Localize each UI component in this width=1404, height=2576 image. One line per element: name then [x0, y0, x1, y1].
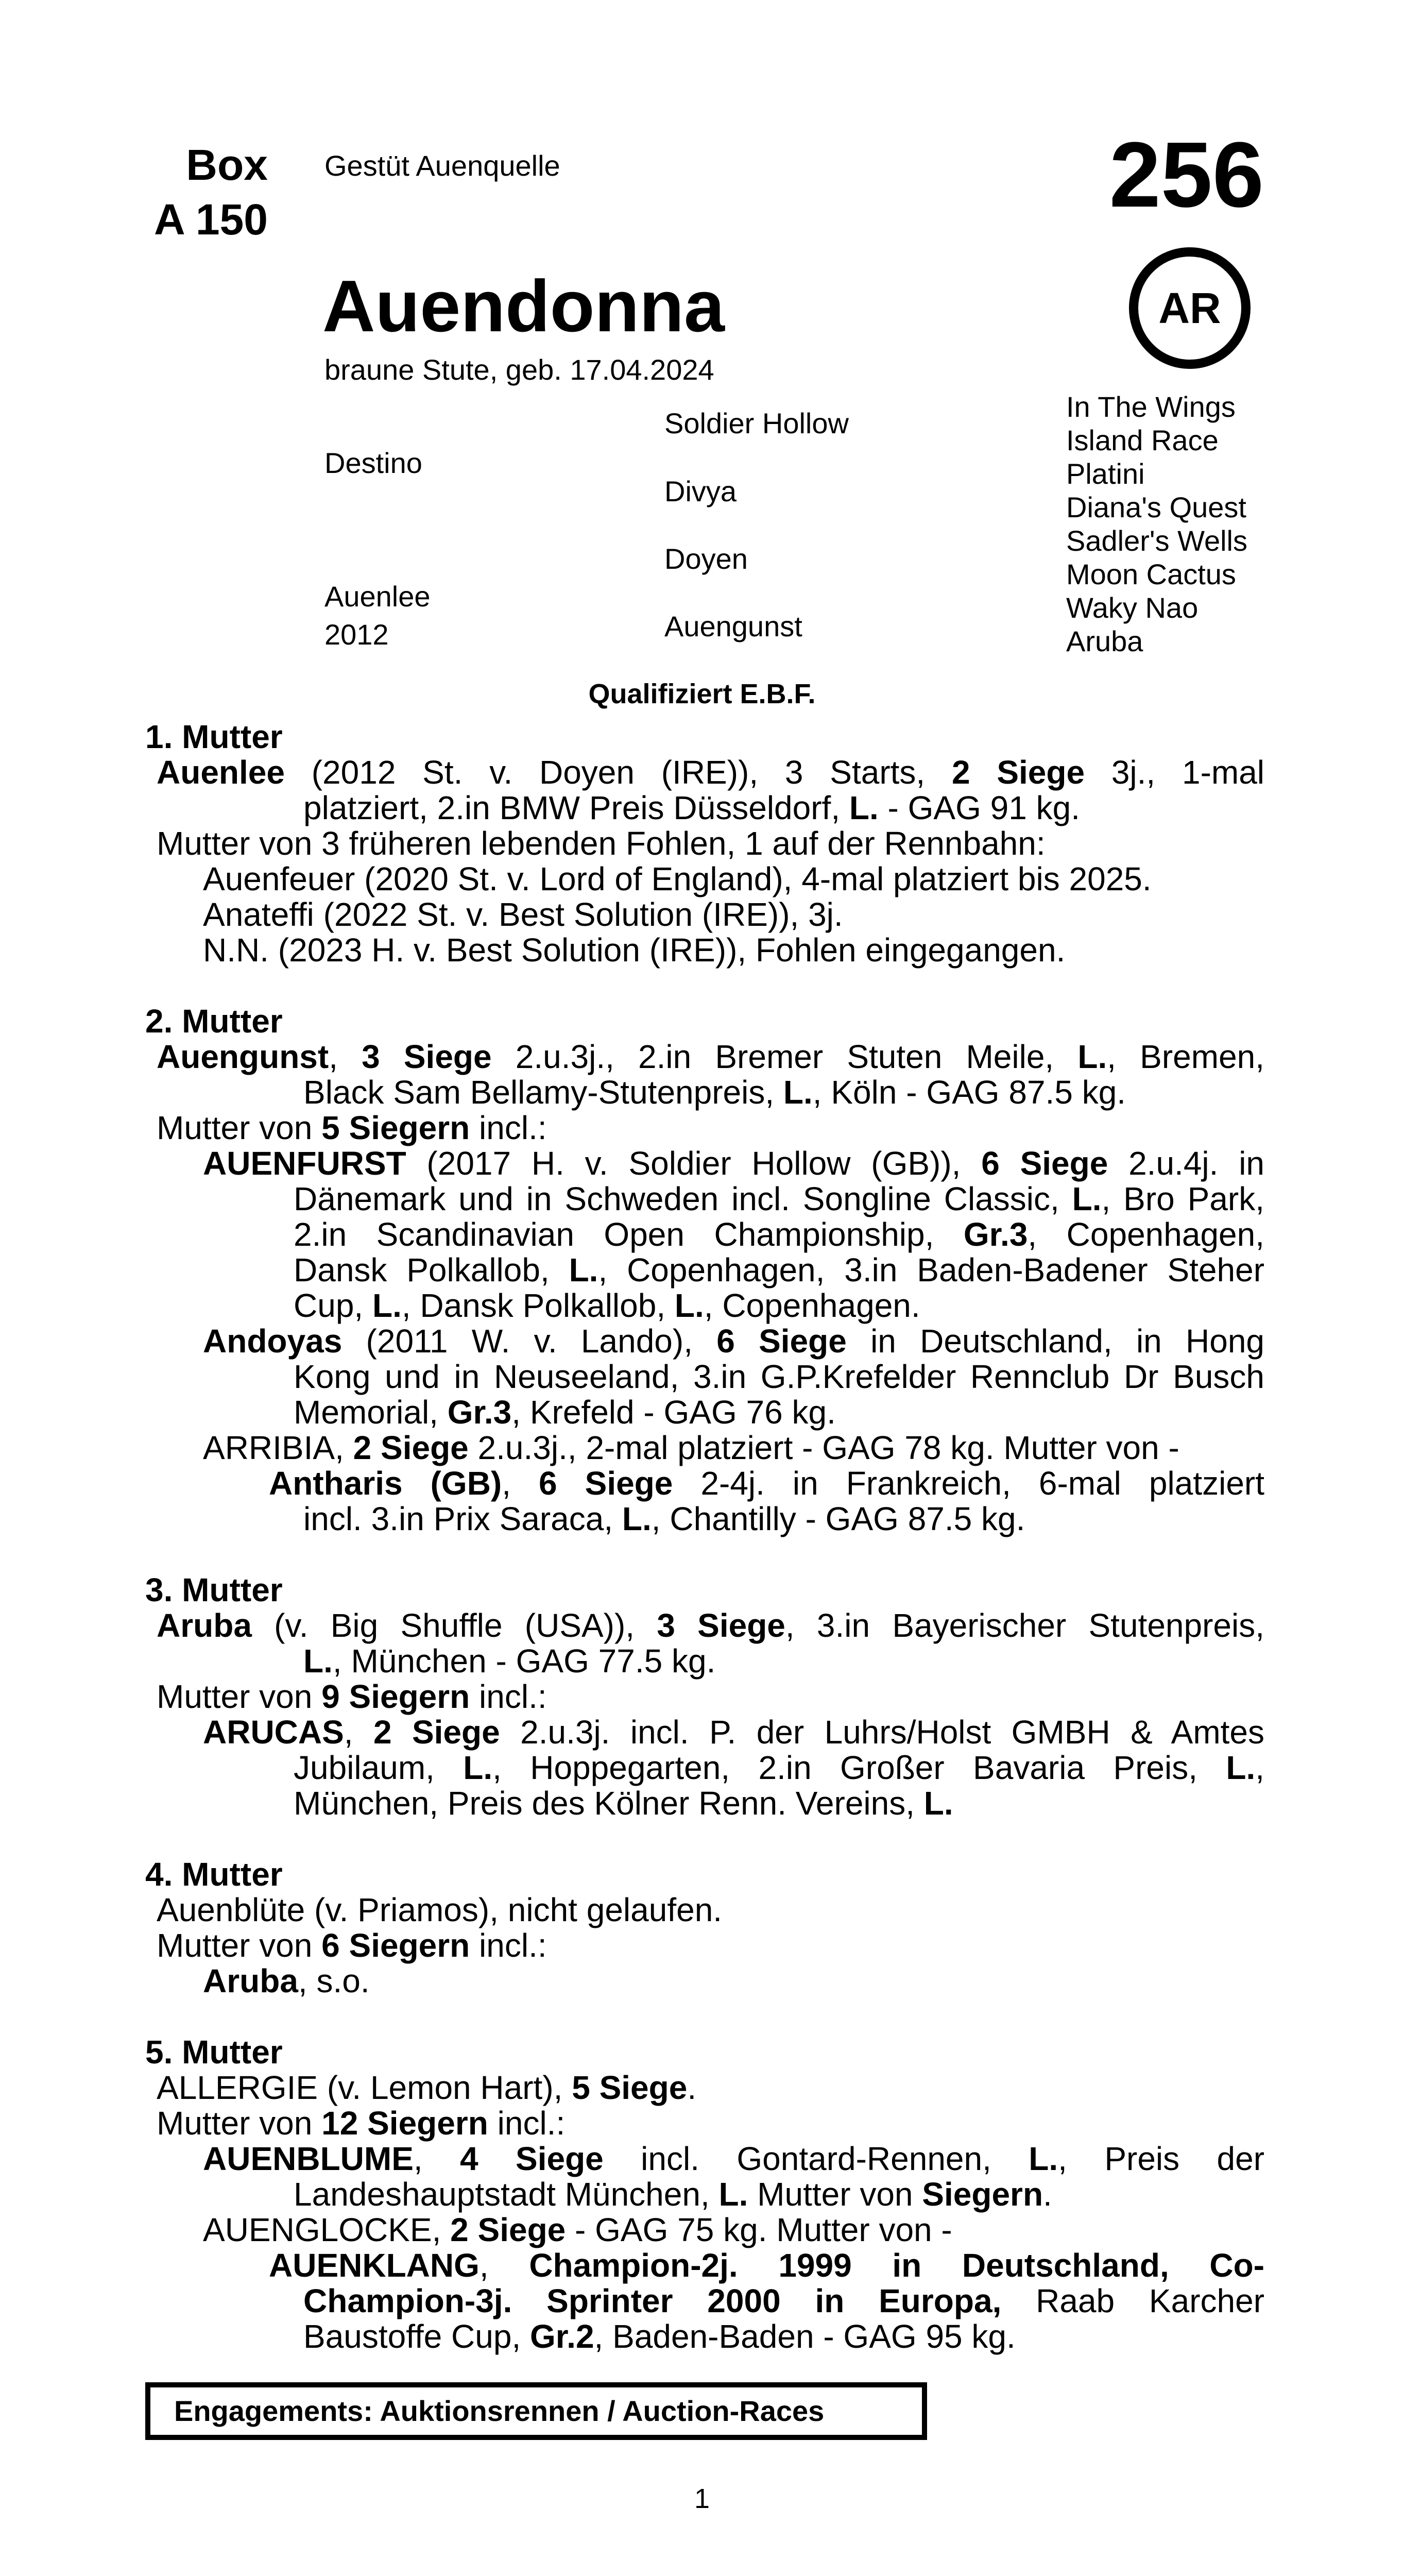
text: ,	[479, 2247, 529, 2284]
bold-text: 6 Siege	[981, 1145, 1108, 1182]
section-heading: 1. Mutter	[145, 718, 283, 755]
bold-text: L.	[569, 1251, 598, 1289]
text: incl.:	[470, 1109, 547, 1146]
text-line	[157, 2106, 1264, 2141]
bold-text: Gr.3	[447, 1394, 512, 1431]
text: - GAG 75 kg. Mutter von -	[566, 2211, 952, 2248]
text: ARRIBIA,	[203, 1429, 353, 1466]
auction-race-badge-icon	[1129, 247, 1251, 369]
text: , s.o.	[298, 1962, 370, 1999]
section-spacer	[0, 1821, 1404, 1857]
text: , Copenhagen.	[704, 1287, 920, 1324]
pedigree-grandparent: Auengunst	[664, 610, 802, 642]
text: München, Preis des Kölner Renn. Vereins,	[294, 1785, 924, 1822]
text: Baustoffe Cup,	[303, 2318, 530, 2355]
bold-text: ARUCAS	[203, 1714, 344, 1751]
text-line	[303, 2319, 1264, 2354]
text: 2.u.3j. incl. P. der Luhrs/Holst GMBH & Amtes	[500, 1714, 1265, 1751]
box-number: A 150	[153, 195, 268, 244]
text: Mutter von	[157, 2105, 322, 2142]
text: Dansk Polkallob,	[294, 1251, 569, 1289]
bold-text: Aruba	[157, 1607, 252, 1644]
bold-text: AUENFURST	[203, 1145, 406, 1182]
text-line	[294, 1786, 1264, 1821]
text: ALLERGIE (v. Lemon Hart),	[157, 2069, 572, 2106]
bold-text: L.	[303, 1642, 333, 1680]
text: .	[1043, 2176, 1052, 2213]
text: Auenblüte (v. Priamos), nicht gelaufen.	[157, 1891, 723, 1928]
text: , Bro Park,	[1101, 1180, 1265, 1217]
bold-text: 5 Siegern	[321, 1109, 470, 1146]
lot-number: 256	[1109, 123, 1264, 227]
text-line	[157, 1039, 1264, 1075]
text-line	[157, 1928, 1264, 1963]
pedigree-great-grandparent: Sadler's Wells	[1066, 524, 1247, 557]
text: N.N. (2023 H. v. Best Solution (IRE)), Fohlen eingegangen.	[203, 931, 1066, 969]
pedigree-dam: Auenlee	[324, 580, 431, 613]
text: , Chantilly - GAG 87.5 kg.	[651, 1500, 1025, 1537]
text: , Baden-Baden - GAG 95 kg.	[594, 2318, 1016, 2355]
section-heading: 3. Mutter	[145, 1571, 283, 1608]
text: Mutter von	[157, 1109, 322, 1146]
text: Mutter von	[157, 1927, 322, 1964]
text-line	[157, 1110, 1264, 1146]
section-heading: 2. Mutter	[145, 1003, 283, 1040]
text-line	[203, 1963, 1264, 1999]
text: 3j., 1-mal	[1085, 754, 1265, 791]
text: , Copenhagen, 3.in Baden-Badener Steher	[598, 1251, 1265, 1289]
text-line	[294, 1359, 1264, 1395]
text: incl.:	[470, 1678, 547, 1715]
text: AUENGLOCKE,	[203, 2211, 451, 2248]
bold-text: Gr.3	[963, 1216, 1028, 1253]
pedigree-grandparent: Doyen	[664, 543, 748, 575]
text: , Hoppegarten, 2.in Großer Bavaria Preis,	[492, 1749, 1226, 1786]
text: (2017 H. v. Soldier Hollow (GB)),	[406, 1145, 982, 1182]
text-line	[303, 2283, 1264, 2319]
text: (v. Big Shuffle (USA)),	[251, 1607, 657, 1644]
qualification-note: Qualifiziert E.B.F.	[588, 679, 816, 709]
pedigree-grandparent: Divya	[664, 475, 737, 507]
bold-text: 2 Siege	[353, 1429, 469, 1466]
bold-text: 2 Siege	[373, 1714, 500, 1751]
text: ,	[344, 1714, 373, 1751]
text: Kong und in Neuseeland, 3.in G.P.Krefelder Rennclub Dr Busch	[294, 1358, 1264, 1395]
text: Jubilaum,	[294, 1749, 464, 1786]
bold-text: Auenlee	[157, 754, 285, 791]
text-line	[269, 2248, 1264, 2283]
bold-text: 2 Siege	[450, 2211, 566, 2248]
text: in Deutschland, in Hong	[846, 1323, 1264, 1360]
text-line	[157, 826, 1264, 861]
bold-text: L.	[674, 1287, 704, 1324]
text: ,	[502, 1465, 539, 1502]
text-line	[203, 933, 1264, 968]
bold-text: 2 Siege	[951, 754, 1085, 791]
section-heading: 4. Mutter	[145, 1856, 283, 1893]
text-line	[294, 1750, 1264, 1786]
page-number: 1	[694, 2483, 710, 2514]
text: ,	[329, 1038, 362, 1075]
bold-text: Andoyas	[203, 1323, 343, 1360]
text: incl. 3.in Prix Saraca,	[303, 1500, 622, 1537]
text-line	[294, 1181, 1264, 1217]
text: Auenfeuer (2020 St. v. Lord of England), 4-mal platziert bis 2025.	[203, 860, 1152, 897]
bold-text: L.	[1072, 1180, 1102, 1217]
engagements-box: Engagements: Auktionsrennen / Auction-Races	[145, 2382, 927, 2440]
text: 2.in Scandinavian Open Championship,	[294, 1216, 964, 1253]
text-line	[157, 1608, 1264, 1643]
bold-text: 12 Siegern	[321, 2105, 488, 2142]
text-line	[294, 1217, 1264, 1252]
text: (2012 St. v. Doyen (IRE)), 3 Starts,	[284, 754, 952, 791]
pedigree-great-grandparent: Diana's Quest	[1066, 491, 1246, 523]
text: ,	[413, 2140, 460, 2177]
text-line	[203, 861, 1264, 897]
text: Mutter von 3 früheren lebenden Fohlen, 1 auf der Rennbahn:	[157, 825, 1046, 862]
text-line	[294, 1288, 1264, 1324]
text: .	[687, 2069, 697, 2106]
text-line	[303, 1501, 1264, 1537]
bold-text: L.	[1029, 2140, 1058, 2177]
text-line	[303, 1643, 1264, 1679]
text-line	[303, 1075, 1264, 1110]
text-line	[203, 2212, 1264, 2248]
text: - GAG 91 kg.	[878, 789, 1080, 826]
text-line	[157, 755, 1264, 790]
text: ,	[1255, 1749, 1265, 1786]
bold-text: L.	[622, 1500, 652, 1537]
text: Mutter von	[748, 2176, 922, 2213]
text-line	[203, 1430, 1264, 1466]
text: , Preis der	[1058, 2140, 1265, 2177]
bold-text: Antharis (GB)	[269, 1465, 502, 1502]
text-line	[203, 2141, 1264, 2177]
horse-name: Auendonna	[322, 265, 725, 347]
text-line	[157, 2070, 1264, 2106]
pedigree-great-grandparent: Island Race	[1066, 424, 1219, 456]
bold-text: Siegern	[922, 2176, 1043, 2213]
text: , München - GAG 77.5 kg.	[332, 1642, 716, 1680]
section-spacer	[0, 1999, 1404, 2035]
pedigree-grandparent: Soldier Hollow	[664, 407, 849, 439]
bold-text: Auengunst	[157, 1038, 329, 1075]
bold-text: L.	[1226, 1749, 1256, 1786]
bold-text: 5 Siege	[572, 2069, 688, 2106]
bold-text: 6 Siege	[716, 1323, 847, 1360]
text-line	[303, 790, 1264, 826]
text-line	[294, 1395, 1264, 1430]
bold-text: Champion-2j. 1999 in Deutschland, Co-	[529, 2247, 1264, 2284]
bold-text: AUENKLANG	[269, 2247, 480, 2284]
box-label: Box	[186, 141, 268, 189]
text: Raab Karcher	[1001, 2282, 1264, 2319]
text: Landeshauptstadt München,	[294, 2176, 719, 2213]
bold-text: 6 Siegern	[321, 1927, 470, 1964]
bold-text: L.	[923, 1785, 953, 1822]
text-line	[203, 1324, 1264, 1359]
text: , Bremen,	[1107, 1038, 1265, 1075]
bold-text: L.	[463, 1749, 493, 1786]
bold-text: L.	[849, 789, 879, 826]
pedigree-great-grandparent: Moon Cactus	[1066, 558, 1236, 590]
bold-text: L.	[372, 1287, 402, 1324]
dam-line-body	[0, 719, 1404, 2354]
bold-text: L.	[1077, 1038, 1107, 1075]
text-line	[294, 2177, 1264, 2212]
text: , Dansk Polkallob,	[401, 1287, 675, 1324]
text: Mutter von	[157, 1678, 322, 1715]
text-line	[269, 1466, 1264, 1501]
bold-text: Champion-3j. Sprinter 2000 in Europa,	[303, 2282, 1002, 2319]
text: 2.u.3j., 2-mal platziert - GAG 78 kg. Mutter von -	[468, 1429, 1179, 1466]
text-line	[294, 1252, 1264, 1288]
bold-text: 3 Siege	[362, 1038, 492, 1075]
text: Dänemark und in Schweden incl. Songline Classic,	[294, 1180, 1072, 1217]
text: incl.:	[470, 1927, 547, 1964]
breeder-name: Gestüt Auenquelle	[324, 149, 560, 182]
text: 2.u.4j. in	[1108, 1145, 1264, 1182]
bold-text: 3 Siege	[657, 1607, 785, 1644]
text: (2011 W. v. Lando),	[342, 1323, 717, 1360]
bold-text: 4 Siege	[460, 2140, 604, 2177]
text: incl.:	[488, 2105, 566, 2142]
section-heading: 5. Mutter	[145, 2033, 283, 2071]
bold-text: Aruba	[203, 1962, 298, 1999]
section-spacer	[0, 968, 1404, 1004]
text: , Krefeld - GAG 76 kg.	[511, 1394, 836, 1431]
text: platziert, 2.in BMW Preis Düsseldorf,	[303, 789, 849, 826]
text-line	[157, 1892, 1264, 1928]
text-line	[157, 1679, 1264, 1715]
text: 2.u.3j., 2.in Bremer Stuten Meile,	[491, 1038, 1078, 1075]
horse-description: braune Stute, geb. 17.04.2024	[324, 353, 714, 386]
text: Cup,	[294, 1287, 372, 1324]
pedigree-dam-year: 2012	[324, 618, 389, 651]
bold-text: L.	[783, 1074, 813, 1111]
text-line	[203, 1146, 1264, 1181]
bold-text: 6 Siege	[539, 1465, 673, 1502]
text: Black Sam Bellamy-Stutenpreis,	[303, 1074, 783, 1111]
text: incl. Gontard-Rennen,	[603, 2140, 1029, 2177]
pedigree-great-grandparent: Waky Nao	[1066, 591, 1198, 624]
pedigree-great-grandparent: In The Wings	[1066, 391, 1236, 423]
text: Anateffi (2022 St. v. Best Solution (IRE)), 3j.	[203, 896, 843, 933]
pedigree-great-grandparent: Aruba	[1066, 625, 1143, 657]
pedigree-sire: Destino	[324, 447, 422, 479]
badge-text: AR	[1158, 283, 1221, 332]
bold-text: Gr.2	[530, 2318, 594, 2355]
text: 2-4j. in Frankreich, 6-mal platziert	[673, 1465, 1264, 1502]
text: , 3.in Bayerischer Stutenpreis,	[785, 1607, 1265, 1644]
pedigree-great-grandparent: Platini	[1066, 457, 1145, 490]
text-line	[203, 1715, 1264, 1750]
bold-text: L.	[718, 2176, 748, 2213]
bold-text: AUENBLUME	[203, 2140, 414, 2177]
section-spacer	[0, 1537, 1404, 1572]
text-line	[203, 897, 1264, 933]
text: , Köln - GAG 87.5 kg.	[812, 1074, 1126, 1111]
text: Memorial,	[294, 1394, 448, 1431]
bold-text: 9 Siegern	[321, 1678, 470, 1715]
text: , Copenhagen,	[1028, 1216, 1265, 1253]
